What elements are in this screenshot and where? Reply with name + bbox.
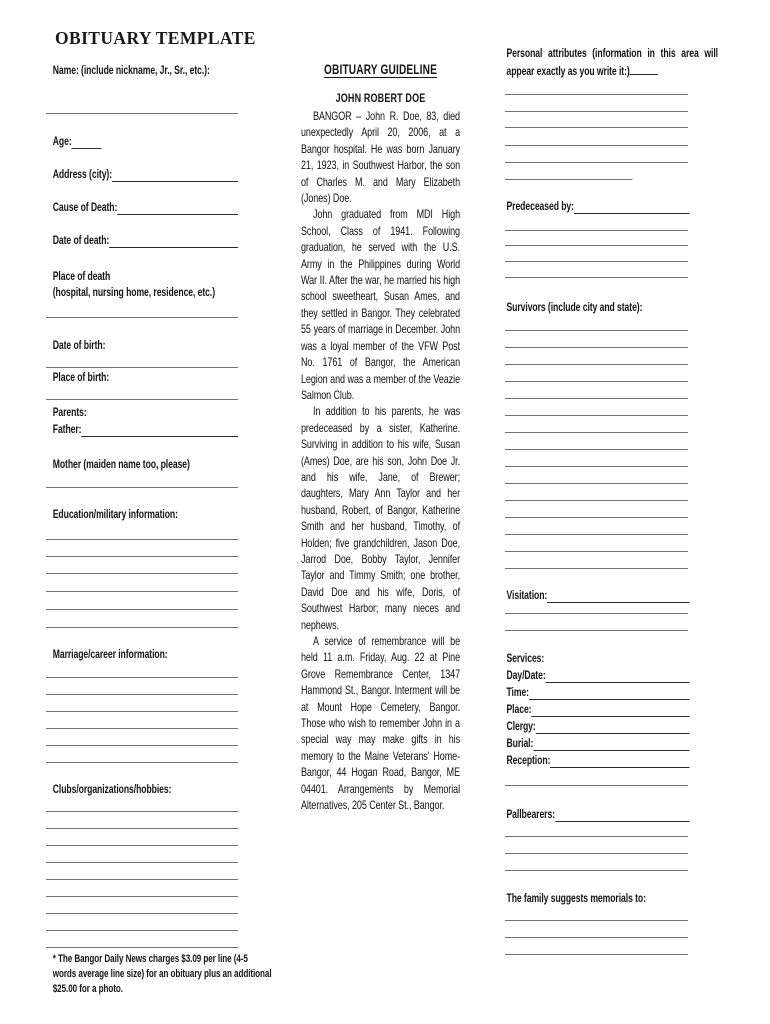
write-in-line	[505, 127, 688, 128]
burial-field	[507, 737, 690, 752]
write-in-line	[46, 828, 238, 829]
age-field-label: Age:	[52, 136, 72, 148]
write-in-line	[46, 862, 238, 863]
parents-label-text: Parents:	[52, 407, 87, 419]
write-in-line	[505, 449, 688, 450]
write-in-line	[505, 277, 688, 278]
write-in-line	[536, 720, 690, 734]
time-field-label: Time:	[506, 687, 529, 699]
obituary-paragraph: In addition to his parents, he was predeceased by a sister, Katherine. Surviving in addition to his wife, Susan (Ames) Doe, are his son, John Doe Jr. and his wife, Jane, of Brewer; daughters, Mary Ann Taylor and her husband, Robert, of Bangor, Katherine Smith and her husband, Timothy, of Holden; five grandchildren, Jason Doe, Jarrod Doe, Bobby Taylor, Jennifer Taylor and Timmy Smith; one brother, David Doe and his wife, Doris, of Southwest Harbor; many nieces and nephews.	[301, 404, 460, 632]
write-in-line	[533, 737, 689, 751]
predeceased-by-field-label: Predeceased by:	[506, 201, 574, 213]
write-in-line	[46, 317, 238, 318]
left-column	[46, 64, 272, 998]
write-in-line	[505, 364, 688, 365]
write-in-line	[505, 534, 688, 535]
memorials-label	[507, 892, 719, 907]
place-of-birth-label-text: Place of birth:	[52, 372, 110, 384]
survivors-label	[507, 301, 719, 316]
place-of-birth-label	[53, 371, 238, 386]
write-in-line	[46, 762, 238, 763]
education-military-label-text: Education/military information:	[52, 509, 178, 521]
write-in-line	[505, 230, 688, 231]
write-in-line	[505, 330, 688, 331]
write-in-line	[505, 415, 688, 416]
write-in-line	[505, 162, 688, 163]
reception-field-label: Reception:	[506, 755, 551, 767]
write-in-line	[46, 539, 238, 540]
write-in-line	[505, 937, 688, 938]
write-in-line	[505, 145, 688, 146]
write-in-line	[505, 500, 688, 501]
place-field-label: Place:	[506, 704, 532, 716]
clergy-field	[507, 720, 690, 735]
day-date-field-label: Day/Date:	[506, 670, 546, 682]
write-in-line	[505, 920, 688, 921]
write-in-line	[46, 811, 238, 812]
guideline-column	[301, 62, 460, 813]
mother-label-text: Mother (maiden name too, please)	[52, 459, 190, 471]
guideline-heading: OBITUARY GUIDELINE	[324, 62, 437, 77]
write-in-line	[505, 551, 688, 552]
pallbearers-field	[507, 808, 690, 823]
date-of-death-field-label: Date of death:	[52, 235, 110, 247]
write-in-line	[46, 399, 238, 400]
place-of-death-label-text: Place of death	[52, 271, 111, 283]
write-in-line	[112, 168, 238, 182]
write-in-line	[46, 913, 238, 914]
name-label	[53, 64, 238, 79]
pricing-footnote-text: * The Bangor Daily News charges $3.09 per line (4-5 words average line size) for an obituary plus an additional $25.00 for a photo.	[52, 953, 272, 996]
pallbearers-field-label: Pallbearers:	[506, 809, 555, 821]
write-in-line	[46, 573, 238, 574]
clubs-organizations-hobbies-label-text: Clubs/organizations/hobbies:	[52, 784, 172, 796]
marriage-career-label	[53, 648, 238, 663]
write-in-line	[547, 589, 689, 603]
obituary-paragraph: BANGOR – John R. Doe, 83, died unexpectedly April 20, 2006, at a Bangor hospital. He was born January 21, 1923, in Southwest Harbor, the son of Charles M. and Mary Elizabeth (Jones) Doe.	[301, 109, 460, 206]
write-in-line	[546, 669, 690, 683]
visitation-field-label: Visitation:	[506, 590, 548, 602]
write-in-line	[46, 845, 238, 846]
write-in-line	[46, 711, 238, 712]
write-in-line	[109, 234, 238, 248]
right-column	[505, 46, 718, 955]
write-in-line	[505, 381, 688, 382]
write-in-line	[505, 836, 688, 837]
place-of-death-label	[53, 270, 238, 285]
personal-attributes-label	[507, 46, 719, 81]
name-label-text: Name: (include nickname, Jr., Sr., etc.):	[52, 65, 210, 77]
write-in-line	[72, 135, 102, 149]
obituary-paragraph: A service of remembrance will be held 11 a.m. Friday, Aug. 22 at Pine Grove Remembrance Center, 1347 Hammond St., Bangor. Interment will be at Mount Hope Cemetery, Bangor. Those who wish to remember John in a special way may make gifts in his memory to the Maine Veterans' Home-Bangor, 44 Hogan Road, Bangor, ME 04401. Arrangements by Memorial Alternatives, 205 Center St., Bangor.	[301, 634, 460, 813]
father-field	[53, 423, 238, 438]
place-of-death-hint	[53, 286, 238, 301]
address-city-field-label: Address (city):	[52, 169, 113, 181]
write-in-line	[505, 853, 688, 854]
day-date-field	[507, 669, 690, 684]
personal-attributes-label-text: Personal attributes (information in this area will appear exactly as you write it:)	[506, 48, 718, 78]
write-in-line	[505, 954, 688, 955]
write-in-line	[117, 201, 238, 215]
clubs-organizations-hobbies-label	[53, 783, 238, 798]
visitation-field	[507, 589, 690, 604]
deceased-name: JOHN ROBERT DOE	[335, 91, 426, 105]
time-field	[507, 686, 690, 701]
write-in-line	[505, 245, 688, 246]
write-in-line	[505, 398, 688, 399]
write-in-line	[505, 432, 688, 433]
write-in-line	[505, 517, 688, 518]
write-in-line	[46, 745, 238, 746]
services-label-text: Services:	[506, 653, 545, 665]
write-in-line	[46, 694, 238, 695]
write-in-line	[505, 94, 688, 95]
write-in-line	[505, 347, 688, 348]
cause-of-death-field	[53, 201, 238, 216]
write-in-line	[46, 930, 238, 931]
write-in-line	[46, 487, 238, 488]
write-in-line	[550, 754, 689, 768]
write-in-line	[505, 630, 688, 631]
write-in-line	[505, 111, 688, 112]
write-in-line	[46, 591, 238, 592]
clergy-field-label: Clergy:	[506, 721, 536, 733]
write-in-line	[46, 556, 238, 557]
write-in-line	[574, 200, 690, 214]
write-in-line	[46, 677, 238, 678]
date-of-birth-label-text: Date of birth:	[52, 340, 106, 352]
write-in-line	[630, 63, 659, 75]
age-field	[53, 135, 238, 150]
reception-field	[507, 754, 690, 769]
obituary-paragraph: John graduated from MDI High School, Class of 1941. Following graduation, he served with the U.S. Army in the Philippines during World War II. After the war, he married his high school sweetheart, Susan Ames, and they settled in Bangor. They celebrated 55 years of marriage in December. John was a loyal member of the VFW Post No. 1761 of Bangor, the American Legion and was a member of the Veazie Salmon Club.	[301, 207, 460, 402]
write-in-line	[555, 808, 690, 822]
address-city-field	[53, 168, 238, 183]
write-in-line	[46, 367, 238, 368]
cause-of-death-field-label: Cause of Death:	[52, 202, 118, 214]
write-in-line	[529, 686, 690, 700]
write-in-line	[46, 609, 238, 610]
date-of-birth-label	[53, 339, 238, 354]
write-in-line	[46, 879, 238, 880]
obituary-example-text	[301, 108, 460, 813]
pricing-footnote	[53, 952, 272, 998]
write-in-line	[531, 703, 689, 717]
write-in-line	[505, 466, 688, 467]
memorials-label-text: The family suggests memorials to:	[506, 893, 646, 905]
parents-label	[53, 406, 238, 421]
page-title: OBITUARY TEMPLATE	[55, 28, 256, 48]
write-in-line	[505, 870, 688, 871]
write-in-line	[46, 728, 238, 729]
write-in-line	[505, 179, 633, 180]
place-field	[507, 703, 690, 718]
burial-field-label: Burial:	[506, 738, 534, 750]
education-military-label	[53, 508, 238, 523]
write-in-line	[81, 423, 238, 437]
date-of-death-field	[53, 234, 238, 249]
write-in-line	[505, 568, 688, 569]
write-in-line	[505, 785, 688, 786]
write-in-line	[46, 896, 238, 897]
mother-label	[53, 458, 238, 473]
write-in-line	[46, 113, 238, 114]
predeceased-by-field	[507, 200, 690, 215]
write-in-line	[46, 627, 238, 628]
write-in-line	[505, 613, 688, 614]
marriage-career-label-text: Marriage/career information:	[52, 649, 168, 661]
father-field-label: Father:	[52, 424, 82, 436]
write-in-line	[505, 261, 688, 262]
write-in-line	[46, 947, 238, 948]
place-of-death-hint-text: (hospital, nursing home, residence, etc.)	[52, 287, 216, 299]
services-label	[507, 652, 719, 667]
survivors-label-text: Survivors (include city and state):	[506, 302, 643, 314]
write-in-line	[505, 483, 688, 484]
